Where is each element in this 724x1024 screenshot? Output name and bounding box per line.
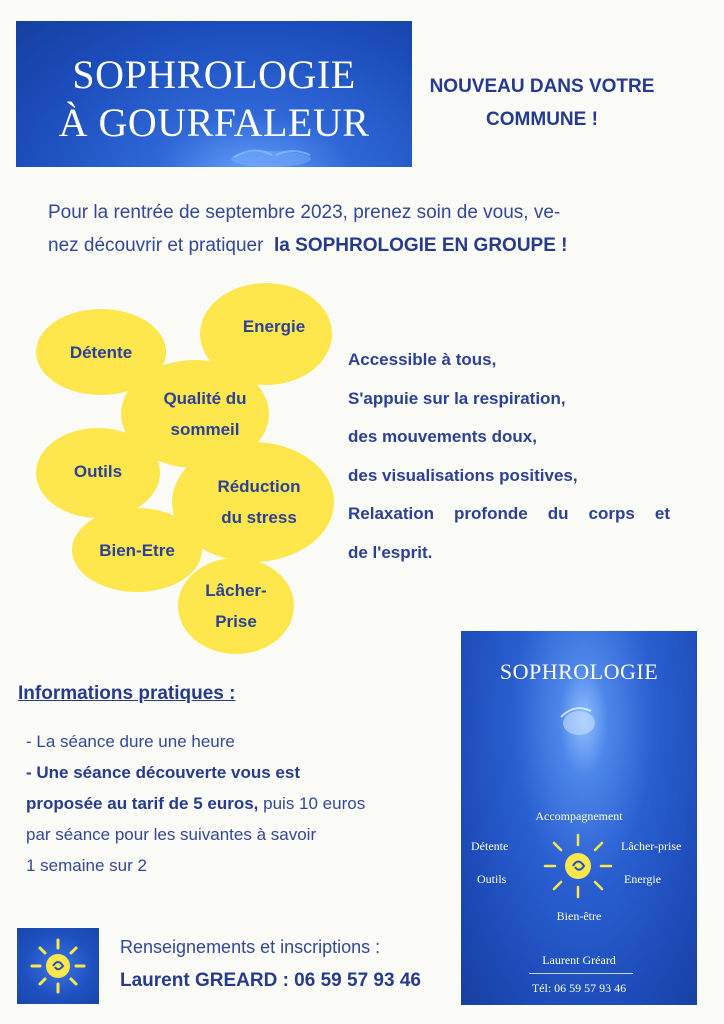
brochure-bien-etre: Bien-être [556,909,602,923]
bubble-lacher-prise-label [205,575,266,637]
title-line-2: À GOURFALEUR [58,100,370,145]
brochure-lacher-prise: Lâcher-prise [621,839,682,853]
brochure-detente: Détente [471,839,509,853]
bubble-reduction-line-1: Réduction [217,477,301,496]
bubble-outils [36,428,160,518]
contact [120,931,421,997]
intro-line-2-text: nez découvrir et pratiquer [48,235,264,256]
intro-end: ! [555,235,568,256]
bubble-qualite-label [163,383,246,445]
brochure-accompagnement: Accompagnement [535,809,623,823]
intro-highlight: la SOPHROLOGIE EN GROUPE [274,235,556,256]
intro-text [48,196,678,262]
info-line-2: - Une séance découverte vous est [26,763,301,782]
benefit-item: des visualisations positives, [348,465,578,485]
intro-line-1: Pour la rentrée de septembre 2023, prenez soin de vous, ve- [48,202,561,223]
contact-name-phone: Laurent GREARD : 06 59 57 93 46 [120,970,421,991]
announcement-line-1: NOUVEAU DANS VOTRE [429,76,655,97]
sun-logo-box [17,928,99,1004]
brochure-outils: Outils [477,872,507,886]
bubble-energie-label: Energie [242,316,306,336]
announcement [408,70,676,136]
sun-logo-icon [539,831,617,901]
bubble-bien-etre-label: Bien-Etre [99,540,175,560]
info-line-4: par séance pour les suivantes à savoir [26,825,317,844]
brochure-title: SOPHROLOGIE [499,659,659,684]
sun-logo-icon [17,928,99,1004]
title-line-1: SOPHROLOGIE [72,52,356,97]
benefit-item: de l'esprit. [348,542,433,562]
bubble-reduction-line-2: du stress [221,508,297,527]
info-line-1: - La séance dure une heure [26,732,235,751]
info-line-3-rest: puis 10 euros [258,794,366,813]
brochure-image [461,631,697,1005]
bubble-lacher-line-2: Prise [215,612,257,631]
info-line-5: 1 semaine sur 2 [26,856,147,875]
brochure-phone: Tél: 06 59 57 93 46 [531,981,627,995]
hands-light-icon [557,699,603,739]
bubble-lacher-prise [178,558,294,654]
bubble-bien-etre [72,508,202,592]
hands-light-icon [226,141,316,167]
info-details [26,726,446,881]
brochure-name: Laurent Gréard [542,953,616,967]
intro-line-2 [48,229,678,262]
benefit-item: Relaxation profonde du corps et [348,504,670,523]
benefit-item: Accessible à tous, [348,350,497,369]
brochure-energie: Energie [624,872,662,886]
benefits-list [348,341,670,572]
info-line-3 [26,788,446,819]
bubble-qualite-line-1: Qualité du [163,389,247,408]
title-banner [16,21,412,167]
bubble-reduction-label [217,471,300,533]
bubble-lacher-line-1: Lâcher- [205,581,267,600]
brochure-divider [529,973,633,974]
bubble-outils-label: Outils [73,461,123,481]
benefit-item: S'appuie sur la respiration, [348,388,566,408]
benefit-item: des mouvements doux, [348,427,537,446]
info-title: Informations pratiques : [18,683,236,704]
announcement-line-2: COMMUNE ! [486,109,598,130]
bubble-qualite-line-2: sommeil [170,420,240,439]
contact-label: Renseignements et inscriptions : [120,937,381,957]
info-line-3-bold: proposée au tarif de 5 euros, [26,794,259,813]
bubble-detente-label: Détente [69,342,133,362]
